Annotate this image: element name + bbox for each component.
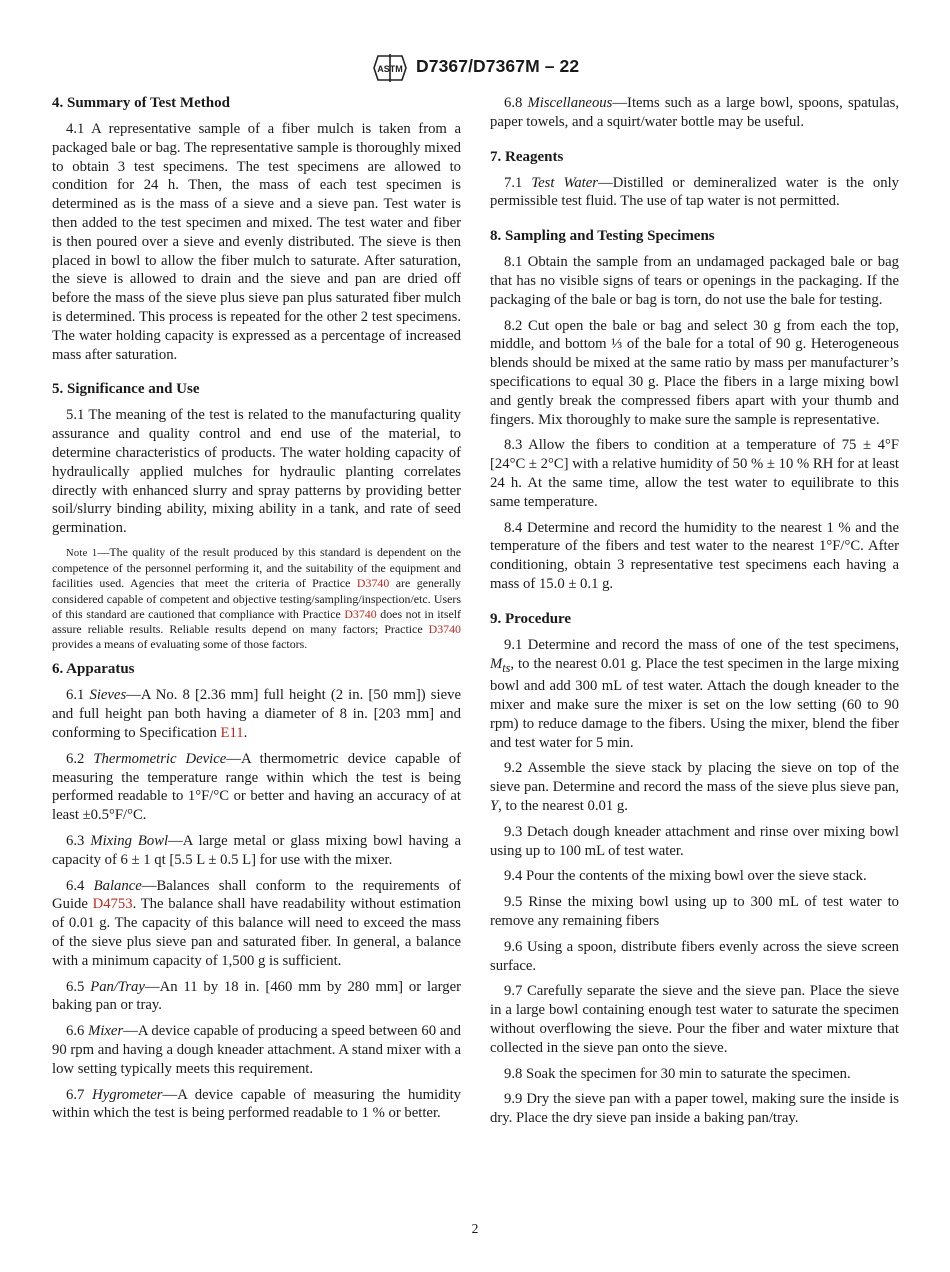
page-number: 2: [471, 1221, 479, 1236]
d4753-link[interactable]: D4753: [92, 896, 133, 913]
section-6-heading: 6. Apparatus: [52, 661, 135, 678]
section-9-heading: 9. Procedure: [490, 610, 572, 627]
paragraph-6-2: 6.2 Thermometric Device—A thermometric device capable of measuring the temperature range within which the test is being performed readable to 1°F/°C or better and having an accuracy of at least ±0.5°F/°C.: [52, 750, 462, 824]
paragraph-7-1: 7.1 Test Water—Distilled or demineralized water is the only permissible test fluid. The use of tap water is not permitted.: [490, 174, 899, 210]
section-7-heading: 7. Reagents: [490, 148, 564, 165]
paragraph-9-2: 9.2 Assemble the sieve stack by placing the sieve on top of the sieve pan. Determine and record the mass of the sieve plus sieve pan, Y, to the nearest 0.01 g.: [490, 760, 899, 815]
left-column: [52, 94, 461, 1130]
paragraph-8-1: 8.1 Obtain the sample from an undamaged packaged bale or bag that has no visible signs of tears or openings in the packaging. If the packaging of the bale or bag is torn, do not use the bale for testing.: [490, 254, 899, 308]
paragraph-9-4: 9.4 Pour the contents of the mixing bowl over the sieve stack.: [504, 868, 867, 885]
paragraph-6-3: 6.3 Mixing Bowl—A large metal or glass mixing bowl having a capacity of 6 ± 1 qt [5.5 L ± 0.5 L] for use with the mixer.: [52, 832, 462, 868]
paragraph-6-6: 6.6 Mixer—A device capable of producing a speed between 60 and 90 rpm and having a dough kneader attachment. A stand mixer with a low setting typically meets this requirement.: [52, 1023, 461, 1077]
paragraph-6-8: 6.8 Miscellaneous—Items such as a large bowl, spoons, spatulas, paper towels, and a squirt/water bottle may be useful.: [490, 95, 899, 130]
paragraph-9-7: 9.7 Carefully separate the sieve and the sieve pan. Place the sieve in a large bowl containing enough test water to saturate the specimen without overflowing the sieve. Pour the fiber and water mixture that collected in the sieve pan onto the sieve.: [490, 983, 899, 1056]
document-designation: D7367/D7367M – 22: [416, 56, 580, 76]
page-header: [0, 52, 950, 86]
paragraph-9-9: 9.9 Dry the sieve pan with a paper towel, making sure the inside is dry. Place the dry sieve pan inside a baking pan/tray.: [490, 1091, 899, 1127]
paragraph-9-1: 9.1 Determine and record the mass of one of the test specimens, $M_{ts}$, to the nearest 0.01 g. Place the test specimen in the large mixing bowl and add 300 mL of test water. Attach the dough kneader to the mixer and make sure the mixer is set on the low setting (60 to 90 rpm) to reduce damage to the fibers. Using the mixer, blend the fiber and test water for 5 min.: [490, 636, 899, 751]
note-label: Note 1: [66, 547, 98, 559]
paragraph-9-5: 9.5 Rinse the mixing bowl using up to 300 mL of test water to remove any remaining fibers: [490, 894, 899, 930]
astm-logo-icon: [372, 52, 408, 84]
e11-link[interactable]: E11: [220, 724, 244, 741]
d3740-link[interactable]: D3740: [356, 576, 390, 591]
paragraph-8-2: 8.2 Cut open the bale or bag and select 30 g from each the top, middle, and bottom ⅓ of the bale for a total of 90 g. Heterogeneous blends should be mixed at the same ratio by mass per manufacturer’s specifications to equal 30 g. Place the fibers in a large mixing bowl and gently break the compressed fibers apart with your thumb and fingers. Mix thoroughly to make sure the sample is representative.: [490, 317, 899, 428]
right-column: [490, 94, 899, 1135]
paragraph-8-4: 8.4 Determine and record the humidity to the nearest 1 % and the temperature of the fibers and test water to the nearest 1°F/°C. After conditioning, obtain 3 representative test specimens each having a mass of 15.0 ± 0.1 g.: [490, 519, 899, 592]
section-8-heading: 8. Sampling and Testing Specimens: [490, 228, 715, 245]
paragraph-5-1: 5.1 The meaning of the test is related to the manufacturing quality assurance and quality control and end use of the material, to determine characteristics of products. The water holding capacity of hydraulically applied mulches for hydraulic planting correlates directly with enhanced slurry and spray patterns by providing better soil/slurry binding ability, mixing ability in a tank, and rate of seed germination.: [52, 407, 461, 537]
paragraph-6-7: 6.7 Hygrometer—A device capable of measuring the humidity within which the test is being performed readable to 1 % or better.: [52, 1086, 461, 1122]
paragraph-6-1: 6.1 Sieves—A No. 8 [2.36 mm] full height (2 in. [50 mm]) sieve and full height pan both having a diameter of 8 in. [203 mm] and conforming to Specification E11.: [52, 687, 461, 741]
paragraph-8-3: 8.3 Allow the fibers to condition at a temperature of 75 ± 4°F [24°C ± 2°C] with a relative humidity of 50 % ± 10 % RH for at least 24 h. At the same time, allow the test water to equilibrate to this same temperature.: [490, 437, 899, 510]
paragraph-9-8: 9.8 Soak the specimen for 30 min to saturate the specimen.: [504, 1065, 851, 1082]
section-5-heading: 5. Significance and Use: [52, 381, 200, 398]
note-1: Note 1—The quality of the result produced by this standard is dependent on the competence of the personnel performing it, and the suitability of the equipment and facilities used. Agencies that meet the criteria of Practice D3740 are generally considered capable of competent and objective testing/sampling/inspection/etc. Users of this standard are cautioned that compliance with Practice D3740 does not in itself assure reliable results. Reliable results depend on many factors; Practice D3740 provides a means of evaluating some of those factors.: [52, 544, 462, 652]
paragraph-9-6: 9.6 Using a spoon, distribute fibers evenly across the sieve screen surface.: [490, 938, 899, 974]
paragraph-6-4: 6.4 Balance—Balances shall conform to the requirements of Guide D4753. The balance shall have readability without estimation of 0.01 g. The capacity of this balance will need to exceed the mass of the sieve plus sieve pan and saturated fiber. In general, a balance with a minimum capacity of 1,500 g is sufficient.: [52, 877, 461, 969]
section-4-heading: 4. Summary of Test Method: [52, 95, 230, 111]
d3740-link[interactable]: D3740: [344, 606, 377, 621]
svg-text:ASTM: ASTM: [377, 64, 403, 74]
paragraph-4-1: 4.1 A representative sample of a fiber mulch is taken from a packaged bale or bag. The representative sample is thoroughly mixed to obtain 3 test specimens. The test specimens are allowed to condition for 24 h. Then, the mass of each test specimen is determined as is the mass of a sieve and a sieve pan. Test water is then added to the test specimen and mixed. The test water and fiber is then poured over a sieve and evenly distributed. The sieve is then placed in bowl to allow the fiber mulch to saturate. After saturation, the sieve is allowed to drain and the sieve and pan are dried off before the mass of the sieve plus sieve pan plus saturated fiber mulch is determined. This process is repeated for the other 2 test specimens. The water holding capacity is expressed as a percentage of increased mass after saturation.: [52, 121, 461, 363]
d3740-link[interactable]: D3740: [428, 621, 461, 636]
paragraph-6-5: 6.5 Pan/Tray—An 11 by 18 in. [460 mm by 280 mm] or larger baking pan or tray.: [52, 978, 461, 1014]
paragraph-9-3: 9.3 Detach dough kneader attachment and rinse over mixing bowl using up to 100 mL of test water.: [490, 823, 899, 859]
